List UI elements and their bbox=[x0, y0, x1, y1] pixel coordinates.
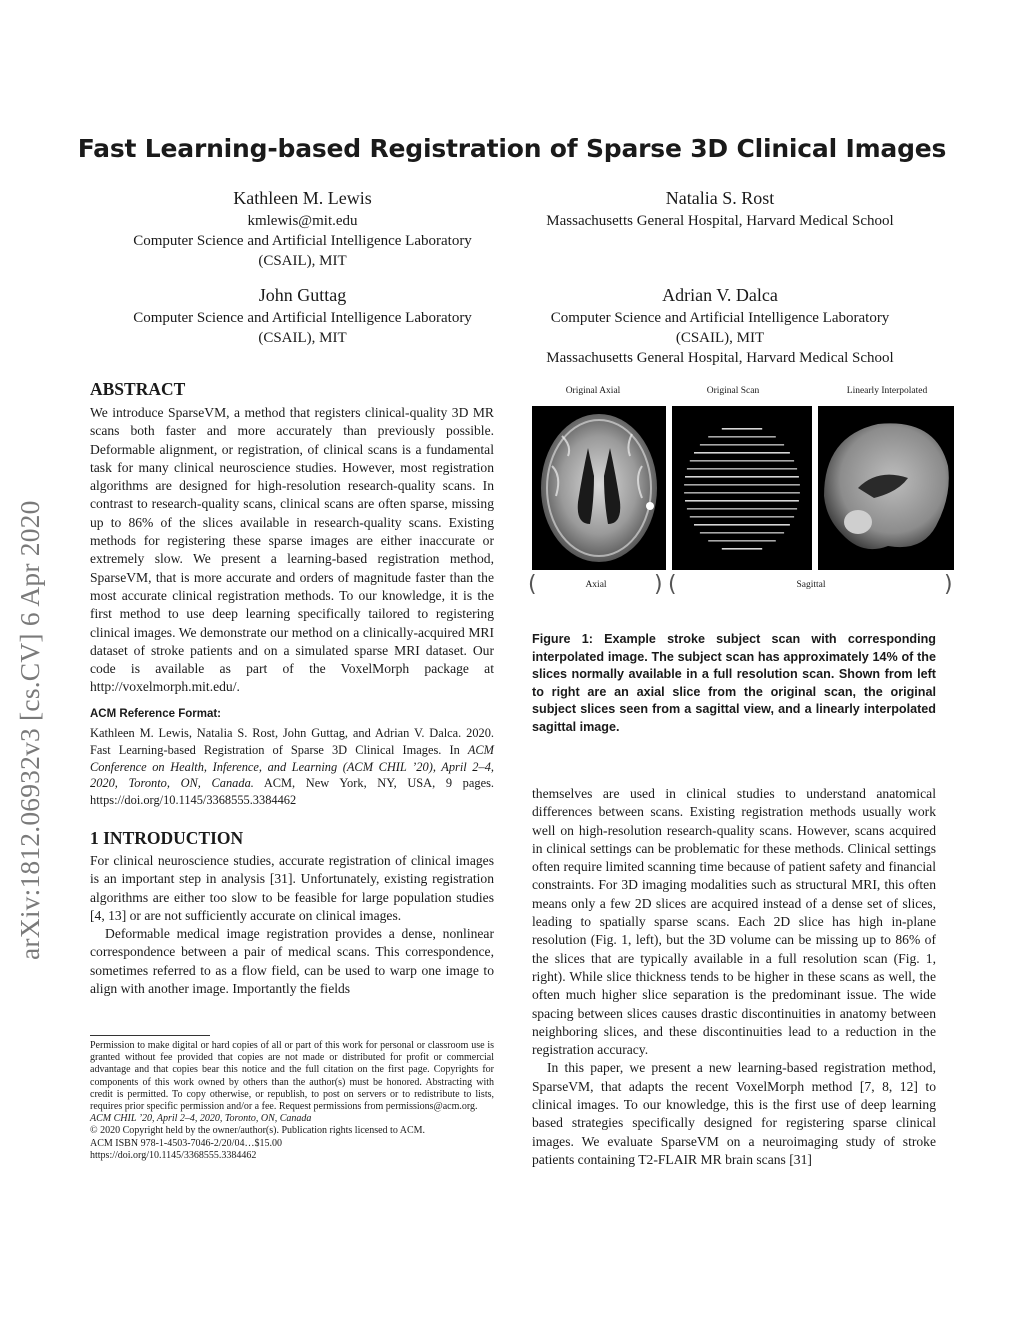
introduction-heading: 1 INTRODUCTION bbox=[90, 828, 244, 848]
slice-line bbox=[685, 500, 799, 502]
slice-line bbox=[722, 428, 762, 430]
right-column-body bbox=[532, 785, 936, 1169]
author-name: Kathleen M. Lewis bbox=[233, 188, 372, 208]
permission-footnote bbox=[90, 1040, 494, 1162]
conference-line: ACM CHIL ’20, April 2–4, 2020, Toronto, ON, Canada bbox=[90, 1113, 312, 1125]
copyright-line: © 2020 Copyright held by the owner/author(s). Publication rights licensed to ACM. bbox=[90, 1125, 426, 1137]
bracket-right-close: ) bbox=[944, 572, 953, 597]
author-block-rost bbox=[510, 187, 930, 231]
slice-line bbox=[700, 444, 784, 446]
bracket-left-open: ( bbox=[528, 572, 537, 597]
figure-label-interpolated: Linearly Interpolated bbox=[846, 386, 928, 396]
bracket-left-close: ) bbox=[654, 572, 663, 597]
doi-link[interactable]: https://doi.org/10.1145/3368555.3384462 bbox=[90, 1149, 257, 1161]
abstract-text: We introduce SparseVM, a method that registers clinical-quality 3D MR scans both faster and more accurately than previously possible. Deformable alignment, or registration, of clinical scans is a fundamental task for many clinical neuroscience studies. However, most registration algorithms are designed for high-resolution research-quality scans. In contrast to research-quality scans, clinical scans are often sparse, missing up to 86% of the slices available in research-quality scans. Existing methods for registering these sparse images are either inaccurate or extremely slow. We present a learning-based registration method, SparseVM, that is more accurate and orders of magnitude faster than the most accurate clinical registration methods. To our knowledge, it is the first method to use deep learning specifically tailored to registering clinical images. We demonstrate our method on a clinically-acquired MRI dataset of stroke patients and on a simulated sparse MRI dataset. Our code is available as part of the VoxelMorph package at http://voxelmorph.mit.edu/. bbox=[90, 405, 494, 695]
interpolated-image bbox=[818, 406, 954, 570]
slice-line bbox=[722, 548, 762, 550]
intro-paragraph: For clinical neuroscience studies, accurate registration of clinical images is an important step in analysis [31]. Unfortunately, existing registration algorithms are either too slow to be feasible for large population studies [4, 13] or are not sufficiently accurate on clinical images. bbox=[90, 853, 494, 923]
bracket-label-axial: Axial bbox=[585, 580, 607, 590]
introduction-body bbox=[90, 852, 494, 998]
author-block-guttag bbox=[90, 284, 515, 348]
author-affiliation: Massachusetts General Hospital, Harvard Medical School bbox=[546, 350, 894, 366]
slice-line bbox=[687, 468, 797, 470]
slice-line bbox=[690, 516, 794, 518]
slice-line bbox=[694, 524, 790, 526]
slice-line bbox=[700, 532, 784, 534]
intro-paragraph: Deformable medical image registration provides a dense, nonlinear correspondence between a pair of medical scans. This correspondence, sometimes referred to as a flow field, can be used to warp one image to align with another image. Importantly the fields bbox=[90, 926, 494, 997]
slice-line bbox=[708, 436, 776, 438]
axial-slice-image bbox=[532, 406, 666, 570]
author-affiliation: Computer Science and Artificial Intelligence Laboratory bbox=[133, 310, 472, 326]
acm-reference-heading: ACM Reference Format: bbox=[90, 708, 221, 720]
acm-reference-body bbox=[90, 725, 494, 809]
abstract-body bbox=[90, 404, 494, 697]
acm-reference-text: Kathleen M. Lewis, Natalia S. Rost, John Guttag, and Adrian V. Dalca. 2020. Fast Learning-based Registration of Sparse 3D Clinical Images. In bbox=[90, 726, 494, 757]
paper-title: Fast Learning-based Registration of Sparse 3D Clinical Images bbox=[77, 134, 947, 163]
slice-line bbox=[685, 476, 799, 478]
slice-line bbox=[694, 452, 790, 454]
footnote-divider bbox=[90, 1035, 210, 1036]
author-affiliation: (CSAIL), MIT bbox=[675, 330, 765, 346]
figure-label-axial: Original Axial bbox=[565, 386, 621, 396]
figure-label-scan: Original Scan bbox=[706, 386, 760, 396]
permission-text: Permission to make digital or hard copies of all or part of this work for personal or classroom use is granted without fee provided that copies are not made or distributed for profit or commercial advantage and that copies bear this notice and the full citation on the first page. Copyrights for components of this work owned by others than the author(s) must be honored. Abstracting with credit is permitted. To copy otherwise, or republish, to post on servers or to redistribute to lists, requires prior specific permission and/or a fee. Request permissions from permissions@acm.org. bbox=[90, 1040, 494, 1113]
author-name: John Guttag bbox=[258, 285, 347, 305]
bracket-right-open: ( bbox=[668, 572, 677, 597]
slice-line bbox=[684, 492, 800, 494]
author-email[interactable]: kmlewis@mit.edu bbox=[247, 213, 358, 229]
original-scan-image bbox=[672, 406, 812, 570]
author-affiliation: (CSAIL), MIT bbox=[258, 253, 347, 269]
author-affiliation: Massachusetts General Hospital, Harvard Medical School bbox=[546, 213, 894, 229]
abstract-heading: ABSTRACT bbox=[90, 379, 186, 399]
author-block-dalca bbox=[510, 284, 930, 368]
author-name: Natalia S. Rost bbox=[665, 188, 775, 208]
body-paragraph: In this paper, we present a new learning-based registration method, SparseVM, that adapts the recent VoxelMorph method [7, 8, 12] to clinical images. To our knowledge, this is the first use of deep learning based strategies specifically designed for registering sparse clinical images. We evaluate SparseVM on a neuroimaging study of stroke patients containing T2-FLAIR MR brain scans [31] bbox=[532, 1060, 936, 1167]
slice-line bbox=[690, 460, 794, 462]
author-block-lewis bbox=[90, 187, 515, 271]
acm-reference-doi[interactable]: ACM, New York, NY, USA, 9 pages. https://doi.org/10.1145/3368555.3384462 bbox=[90, 776, 494, 808]
author-name: Adrian V. Dalca bbox=[662, 285, 778, 305]
acm-reference-venue: ACM Conference on Health, Inference, and Learning (ACM CHIL ’20), April 2–4, 2020, Toronto, ON, Canada. bbox=[90, 742, 494, 791]
slice-line bbox=[684, 484, 800, 486]
bracket-label-sagittal: Sagittal bbox=[796, 580, 826, 590]
author-affiliation: (CSAIL), MIT bbox=[258, 330, 347, 346]
body-paragraph: themselves are used in clinical studies to understand anatomical differences between scans. Existing registration methods usually work well on high-resolution research-quality scans. However, scans acquired in clinical settings can be problematic for these methods. Clinical settings often require limited scanning time because of patient safety and financial constraints. For 3D imaging modalities such as structural MRI, this often means only a few 2D slices are acquired instead of a dense set of slices, leading to spatially sparse scans. Each 2D slice has high in-plane resolution (Fig. 1, left), but the 3D volume can be missing up to 86% of the slices that are typically available in a full resolution scan (Fig. 1, right). While slice thickness tends to be higher in these scans as well, the often much higher slice separation is the predominant issue. The wide spacing between slices causes drastic discontinuities in anatomy between neighboring slices, and these discontinuities lead to a reduction in the registration accuracy. bbox=[532, 786, 936, 1058]
slice-line bbox=[687, 508, 797, 510]
isbn-line: ACM ISBN 978-1-4503-7046-2/20/04…$15.00 bbox=[90, 1137, 282, 1149]
arxiv-identifier: arXiv:1812.06932v3 [cs.CV] 6 Apr 2020 bbox=[14, 500, 45, 960]
author-affiliation: Computer Science and Artificial Intelligence Laboratory bbox=[133, 233, 472, 249]
figure-caption: Figure 1: Example stroke subject scan with corresponding interpolated image. The subject scan has approximately 14% of the slices normally available in a full resolution scan. Shown from left to right are an axial slice from the original scan, the original subject slices seen from a sagittal view, and a linearly interpolated sagittal image. bbox=[532, 632, 936, 734]
slice-line bbox=[708, 540, 776, 542]
author-affiliation: Computer Science and Artificial Intelligence Laboratory bbox=[550, 310, 890, 326]
